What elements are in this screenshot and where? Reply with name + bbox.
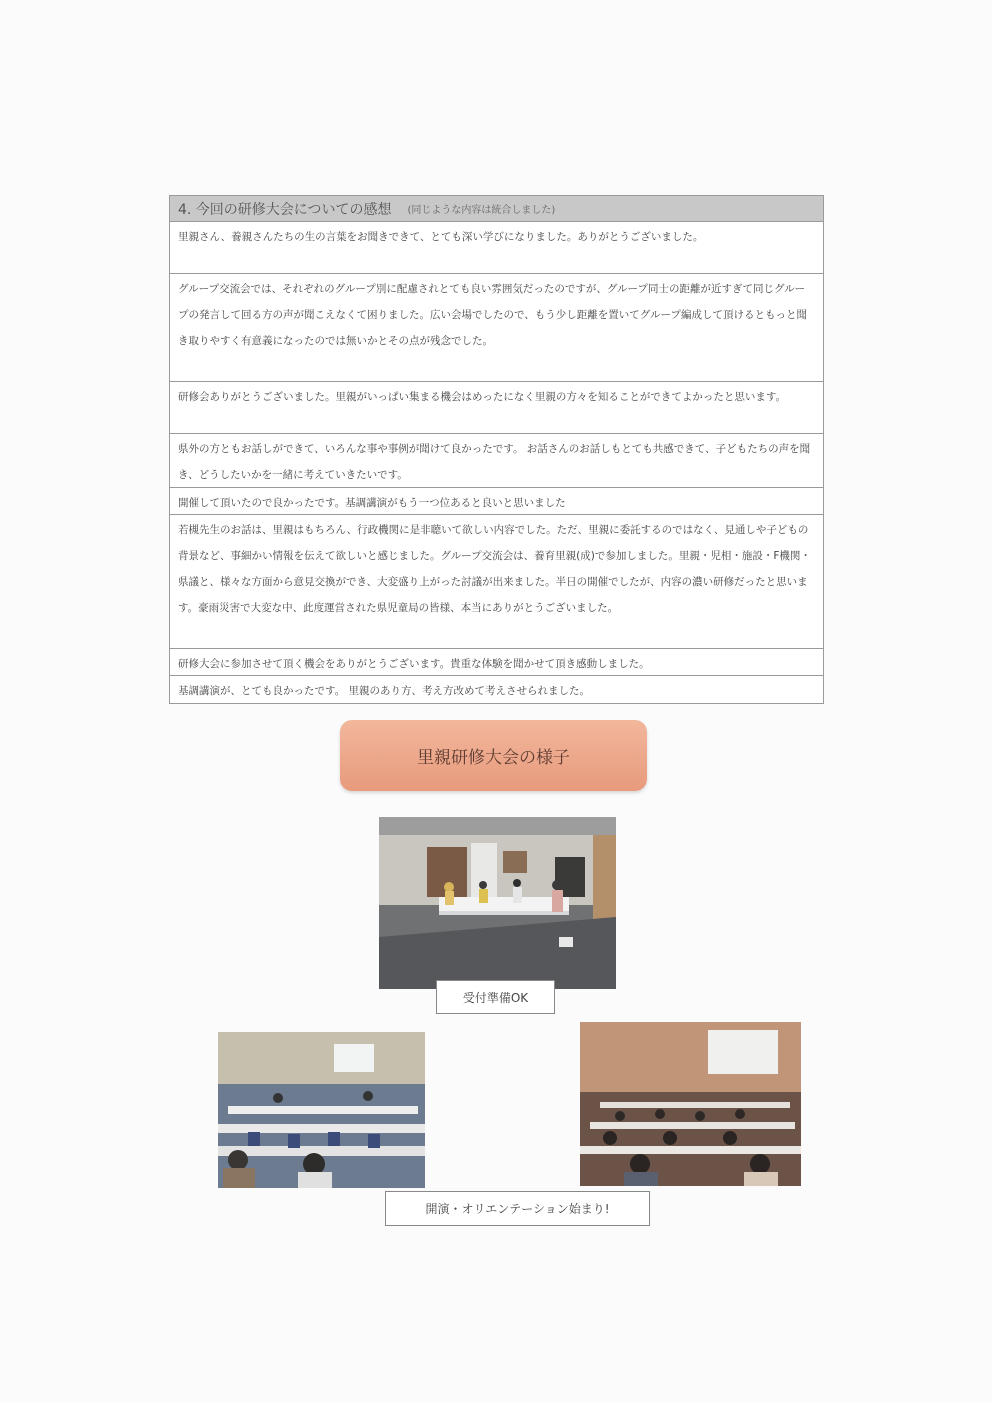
survey-row: 県外の方ともお話しができて、いろんな事や事例が聞けて良かったです。 お話さんのお話しもとても共感できて、子どもたちの声を聞き、どうしたいかを一緒に考えていきたいです。 [170,434,823,488]
survey-heading: 4. 今回の研修大会についての感想 [178,201,392,218]
survey-row: 里親さん、養親さんたちの生の言葉をお聞きできて、とても深い学びになりました。ありがとうございました。 [170,222,823,274]
reception-caption [436,980,555,1014]
survey-row: 基調講演が、とても良かったです。 里親のあり方、考え方改めて考えさせられました。 [178,685,590,697]
survey-row: 研修大会に参加させて頂く機会をありがとうございます。貴重な体験を聞かせて頂き感動しました。 [170,649,823,676]
opening-photo-left [218,1032,425,1188]
event-banner [340,720,647,791]
opening-photo-right [580,1022,801,1186]
survey-table [169,195,824,704]
survey-row: 開催して頂いたので良かったです。基調講演がもう一つ位あると良いと思いました [170,488,823,515]
survey-row: 若槻先生のお話は、里親はもちろん、行政機関に是非聴いて欲しい内容でした。ただ、里親に委託するのではなく、見通しや子どもの背景など、事細かい情報を伝えて欲しいと感じました。グループ交流会は、養育里親(成)で参加しました。里親・児相・施設・F機関・県議と、様々な方面から意見交換ができ、大変盛り上がった討議が出来ました。半日の開催でしたが、内容の濃い研修だったと思います。豪雨災害で大変な中、此度運営された県児童局の皆様、本当にありがとうございました。 [170,515,823,649]
opening-caption [385,1191,650,1226]
reception-caption-text: 受付準備OK [462,990,529,1005]
reception-photo [379,817,616,989]
survey-table-header [170,196,823,222]
survey-row: グループ交流会では、それぞれのグループ別に配慮されとても良い雰囲気だったのですが、グループ同士の距離が近すぎて同じグループの発言して回る方の声が聞こえなくて困りました。広い会場でしたので、もう少し距離を置いてグループ編成して頂けるともっと聞き取りやすく有意義になったのでは無いかとその点が残念でした。 [170,274,823,382]
survey-note: (同じような内容は統合しました) [407,205,556,216]
survey-row: 研修会ありがとうございました。里親がいっぱい集まる機会はめったになく里親の方々を知ることができてよかったと思います。 [170,382,823,434]
opening-caption-text: 開演・オリエンテーション始まり! [425,1202,610,1216]
event-banner-label: 里親研修大会の様子 [417,748,570,768]
